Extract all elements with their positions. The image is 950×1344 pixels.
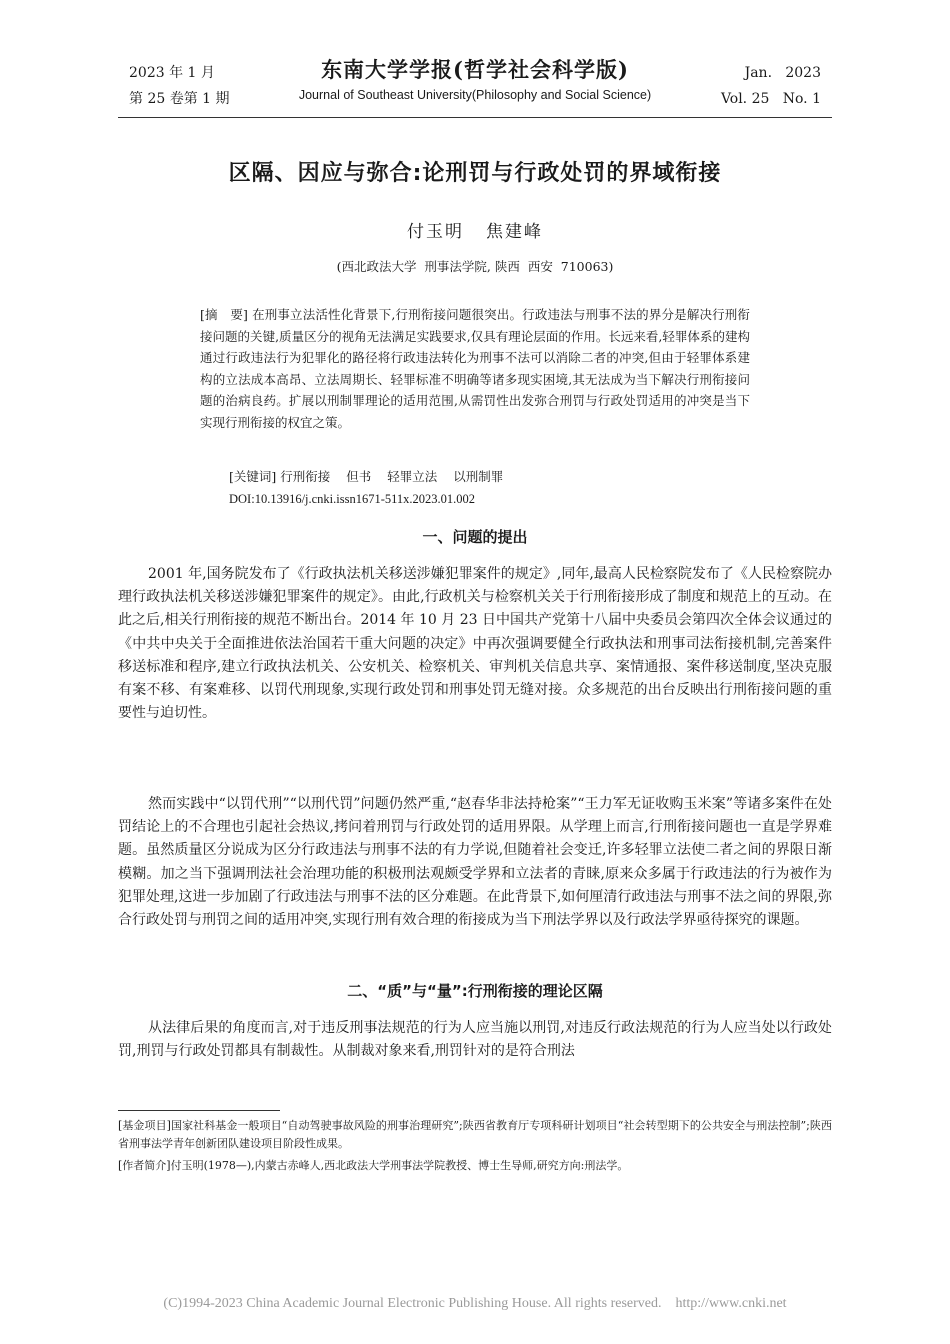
header-left (129, 60, 230, 112)
funding-text: 国家社科基金一般项目“自动驾驶事故风险的刑事治理研究”;陕西省教育厅专项科研计划项目“社会转型期下的公共安全与刑法控制”;陕西省刑事法学青年创新团队建设项目阶段性成果。 (118, 1119, 832, 1150)
abstract-label: [摘 要] (200, 307, 248, 322)
footnote-author (118, 1157, 832, 1175)
copyright-line: (C)1994-2023 China Academic Journal Electronic Publishing House. All rights reserved. http://www.cnki.net (163, 1296, 787, 1311)
section-heading: 二、“质”与“量”:行刑衔接的理论区隔 (347, 982, 603, 1000)
body-paragraph: 然而实践中“以罚代刑”“以刑代罚”问题仍然严重,“赵春华非法持枪案”“王力军无证收购玉米案”等诸多案件在处罚结论上的不合理也引起社会热议,拷问着刑罚与行政处罚的适用界限。从学理上而言,行刑衔接问题也一直是学界难题。虽然质量区分说成为区分行政违法与刑事不法的有力学说,但随着社会变迁,许多轻罪立法使二者之间的界限日渐模糊。加之当下强调刑法社会治理功能的积极刑法观颇受学界和立法者的青睐,原来众多属于行政违法的行为被作为犯罪处理,这进一步加剧了行政违法与刑事不法的区分难题。在此背景下,如何厘清行政违法与刑事不法之间的界限,弥合行政处罚与刑罚之间的适用冲突,实现行刑有效合理的衔接成为当下刑法学界以及行政法学界亟待探究的课题。 (118, 796, 832, 929)
abstract-text: 在刑事立法活性化背景下,行刑衔接问题很突出。行政违法与刑事不法的界分是解决行刑衔接问题的关键,质量区分的视角无法满足实践要求,仅具有理论层面的作用。长远来看,轻罪体系的建构通过行政违法行为犯罪化的路径将行政违法转化为刑事不法可以消除二者的冲突,但由于轻罪体系建构的立法成本高昂、立法周期长、轻罪标准不明确等诸多现实困境,其无法成为当下解决行刑衔接问题的治病良药。扩展以刑制罪理论的适用范围,从需罚性出发弥合刑罚与行政处罚适用的冲突是当下实现行刑衔接的权宜之策。 (200, 307, 750, 430)
footnote-divider (118, 1110, 280, 1111)
keyword: 但书 (346, 469, 372, 484)
abstract (200, 304, 750, 433)
issue-date-cn: 2023 年 1 月 (129, 65, 215, 81)
header-divider (118, 117, 832, 118)
keyword: 以刑制罪 (453, 469, 504, 484)
journal-masthead (250, 56, 700, 106)
affiliation: (西北政法大学 刑事法学院, 陕西 西安 710063) (336, 259, 614, 274)
issue-date-en: Jan. 2023 (744, 65, 821, 81)
keywords-label: [关键词] (229, 469, 277, 484)
journal-title-cn: 东南大学学报(哲学社会科学版) (321, 57, 629, 82)
doi: DOI:10.13916/j.cnki.issn1671-511x.2023.01.002 (229, 492, 476, 506)
author-bio-text: 付玉明(1978—),内蒙古赤峰人,西北政法大学刑事法学院教授、博士生导师,研究方向:刑法学。 (170, 1159, 629, 1172)
issue-volume-cn: 第 25 卷第 1 期 (129, 91, 230, 107)
issue-volume-en: Vol. 25 No. 1 (720, 91, 821, 107)
author-bio-label: [作者简介] (118, 1159, 171, 1172)
author-name: 焦建峰 (486, 222, 543, 242)
header-right (721, 60, 821, 112)
keyword: 轻罪立法 (387, 469, 438, 484)
journal-title-en: Journal of Southeast University(Philosophy and Social Science) (298, 88, 652, 102)
keyword: 行刑衔接 (280, 469, 331, 484)
footnote-funding (118, 1117, 832, 1153)
body-paragraph: 2001 年,国务院发布了《行政执法机关移送涉嫌犯罪案件的规定》,同年,最高人民检察院发布了《人民检察院办理行政执法机关移送涉嫌犯罪案件的规定》。由此,行政机关与检察机关关于行刑衔接形成了制度和规范上的互动。在此之后,相关行刑衔接的规范不断出台。2014 年 10 月 23 日中国共产党第十八届中央委员会第四次全体会议通过的《中共中央关于全面推进依法治国若干重大问题的决定》中再次强调要健全行政执法和刑事司法衔接机制,完善案件移送标准和程序,建立行政执法机关、公安机关、检察机关、审判机关信息共享、案情通报、案件移送制度,坚决克服有案不移、有案难移、以罚代刑现象,实现行政处罚和刑事处罚无缝对接。众多规范的出台反映出行刑衔接问题的重要性与迫切性。 (118, 566, 832, 722)
author-name: 付玉明 (407, 222, 464, 242)
article-title: 区隔、因应与弥合:论刑罚与行政处罚的界域衔接 (228, 161, 722, 186)
section-heading: 一、问题的提出 (422, 528, 528, 546)
author-list (0, 217, 950, 242)
funding-label: [基金项目] (118, 1119, 171, 1132)
keywords (229, 467, 519, 485)
body-paragraph: 从法律后果的角度而言,对于违反刑事法规范的行为人应当施以刑罚,对违反行政法规范的行为人应当处以行政处罚,刑罚与行政处罚都具有制裁性。从制裁对象来看,刑罚针对的是符合刑法 (118, 1020, 832, 1060)
